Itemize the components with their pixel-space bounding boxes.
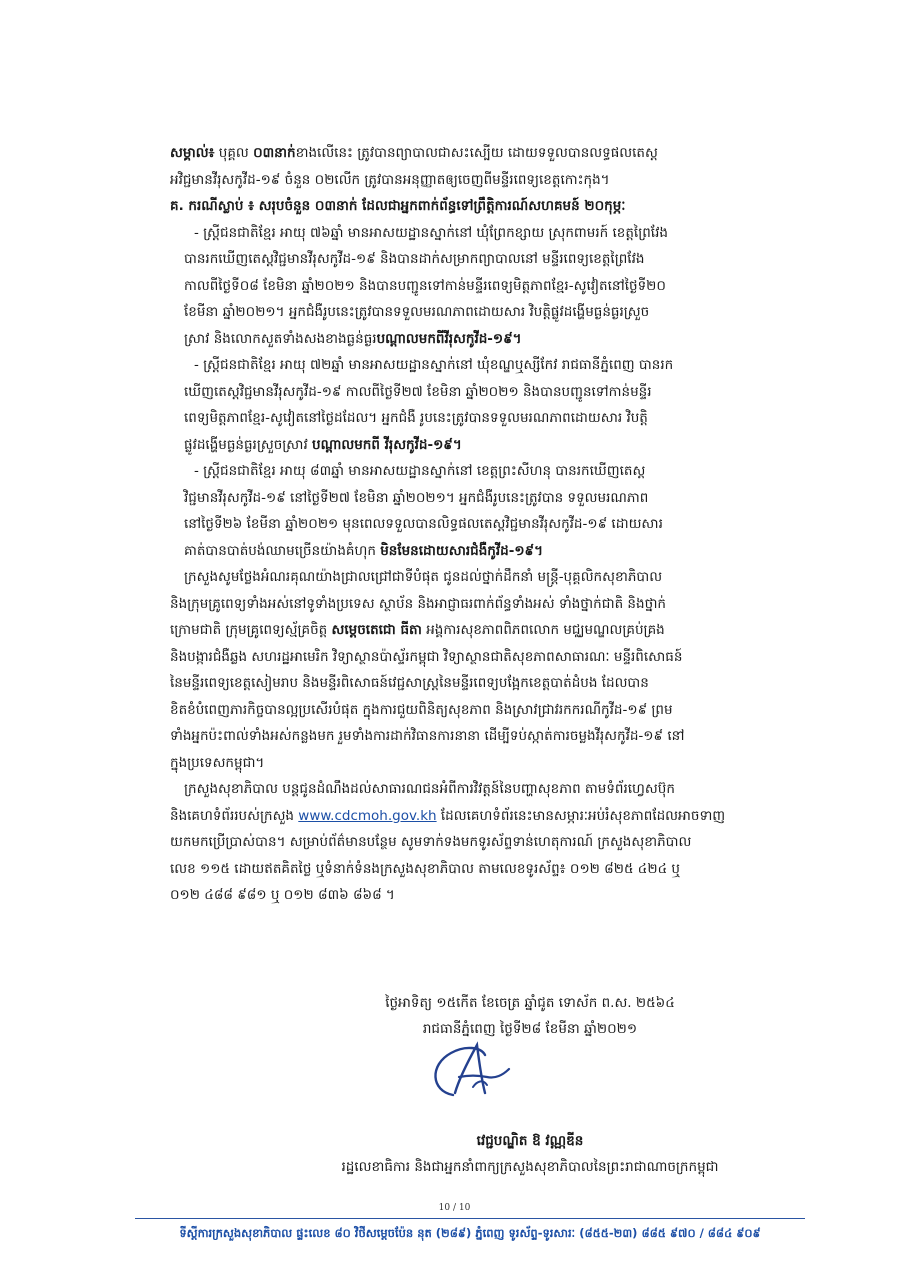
text-line — [170, 379, 802, 406]
text-run: ដែលគេហទំព័រនេះមានសម្ភារៈអប់រំសុខភាពដែលអាចទាញ — [436, 807, 726, 824]
text-run: នៃមន្ទីរពេទ្យខេត្តសៀមរាប និងមន្ទីរពិសោធន៍វេជ្ជសាស្ត្រនៃមន្ទីរពេទ្យបង្អែកខេត្តបាត់ដំបង ដែលបាន — [170, 675, 649, 691]
handwritten-signature — [425, 1035, 515, 1103]
text-line — [170, 299, 802, 326]
text-line — [170, 246, 802, 273]
text-run: ខិតខំបំពេញភារកិច្ចបានល្អប្រសើរបំផុត ក្នុងការជួយពិនិត្យសុខភាព និងស្រាវជ្រាវរកករណីកូវីដ-១៩ ព្រម — [170, 701, 673, 718]
text-line — [170, 750, 802, 777]
text-run: ផ្លូវដង្ហើមធ្ងន់ធ្ងរស្រួចស្រាវ — [184, 436, 313, 453]
text-line — [170, 591, 802, 618]
footer-divider — [135, 1218, 805, 1219]
text-run: ឃើញតេស្តវិជ្ជមានវីរុសកូវីដ-១៩ កាលពីថ្ងៃទី២៧ ខែមិនា ឆ្នាំ២០២១ និងបានបញ្ជូនទៅកាន់មន្ទីរ — [184, 383, 652, 400]
text-run: គាត់បានបាត់បង់ឈាមច្រើនយ៉ាងគំហុក — [184, 542, 381, 559]
page-number: 10 / 10 — [438, 1203, 471, 1213]
text-run: - ស្ត្រីជនជាតិខ្មែរ អាយុ ៧២ឆ្នាំ មានអាសយដ្ឋានស្នាក់នៅ ឃុំខណ្ឌឬស្សីកែវ រាជធានីភ្នំពេញ បានរក — [194, 357, 674, 373]
text-line — [170, 167, 802, 194]
text-run: ពេទ្យមិត្តភាពខ្មែរ-សូវៀតនៅថ្ងៃដដែល។ អ្នកជំងឺ រូបនេះត្រូវបានទទួលមរណភាពដោយសារ វិបត្តិ — [184, 410, 648, 426]
text-run: ០១២ ៤៨៨ ៩៨១ ឬ ០១២ ៨៣៦ ៨៦៨ ។ — [170, 887, 395, 903]
text-line — [170, 670, 802, 697]
text-run: ខែមីនា ឆ្នាំ២០២១។ អ្នកជំងឺរូបនេះត្រូវបានទទួលមរណភាពដោយសារ វិបត្តិផ្លូវដង្ហើមធ្ងន់ធ្ងរស្រួច — [184, 304, 650, 320]
text-run: ស្រាវ និងលោកសួតទាំងសងខាងធ្ងន់ធ្ងរ — [184, 330, 377, 347]
text-line — [170, 326, 802, 353]
text-run: ក្រោមជាតិ ក្រុមគ្រូពេទ្យស្ម័គ្រចិត្ត — [170, 622, 332, 638]
text-line — [170, 882, 802, 909]
text-run: បានរកឃើញតេស្តវិជ្ជមានវីរុសកូវីដ-១៩ និងបានដាក់សម្រាកព្យាបាលនៅ មន្ទីរពេទ្យខេត្តព្រៃវែង — [184, 251, 645, 267]
text-line — [170, 458, 802, 485]
text-line — [170, 803, 802, 830]
text-run: ទាំងអ្នកប៉ះពាល់ទាំងអស់កន្លងមក រួមទាំងការដាក់វិធានការនានា ដើម្បីទប់ស្កាត់ការចម្លងវីរុសកូវីដ-១៩ នៅ — [170, 728, 685, 744]
text-run: និងគេហទំព័ររបស់ក្រសួង — [170, 807, 299, 824]
text-run: អង្គការសុខភាពពិភពលោក មជ្ឈមណ្ឌលគ្រប់គ្រង — [421, 622, 665, 638]
text-run: ខាងលើនេះ ត្រូវបានព្យាបាលជាសះស្បើយ ដោយទទួលបានលទ្ធផលតេស្ត — [295, 145, 658, 161]
bold-text: បណ្តាលមកពី វីរុសកូវីដ-១៩។ — [312, 436, 462, 453]
text-line — [170, 697, 802, 724]
website-link[interactable]: www.cdcmoh.gov.kh — [298, 807, 437, 824]
text-line — [170, 432, 802, 459]
text-run: ក្រសួងសូមថ្លែងអំណរគុណយ៉ាងជ្រាលជ្រៅជាទីបំផុត ជូនដល់ថ្នាក់ដឹកនាំ មន្ត្រី-បុគ្គលិកសុខាភិបាល — [184, 569, 663, 585]
date-place: រាជធានីភ្នំពេញ ថ្ងៃទី២៨ ខែមីនា ឆ្នាំ២០២១ — [422, 1021, 638, 1037]
text-line — [170, 511, 802, 538]
text-line — [170, 538, 802, 565]
text-line — [170, 405, 802, 432]
body-text — [170, 140, 802, 909]
text-line — [170, 140, 802, 167]
text-line — [170, 617, 802, 644]
text-run: និងបង្ការជំងឺឆ្លង សហរដ្ឋអាមេរិក វិទ្យាស្ថានប៉ាស្ទ័រកម្ពុជា វិទ្យាស្ថានជាតិសុខភាពសាធារណៈ មន្ទីរពិសោធន៍ — [170, 648, 683, 665]
bold-text: សម្គាល់៖ — [170, 145, 215, 161]
text-line — [170, 723, 802, 750]
signer-title: រដ្ឋលេខាធិការ និងជាអ្នកនាំពាក្យក្រសួងសុខាភិបាលនៃព្រះរាជាណាចក្រកម្ពុជា — [341, 1159, 719, 1175]
date-lunar: ថ្ងៃអាទិត្យ ១៥កើត ខែចេត្រ ឆ្នាំជូត ទោស័ក ព.ស. ២៥៦៤ — [385, 995, 675, 1011]
text-line — [170, 856, 802, 883]
text-line — [170, 220, 802, 247]
text-run: និងក្រុមគ្រូពេទ្យទាំងអស់នៅទូទាំងប្រទេស ស្ថាប័ន និងអាជ្ញាធរពាក់ព័ន្ធទាំងអស់ ទាំងថ្នាក់ជាតិ និងថ្នាក់ — [170, 595, 666, 612]
text-run: វិជ្ជមានវីរុសកូវីដ-១៩ នៅថ្ងៃទី២៧ ខែមិនា ឆ្នាំ២០២១។ អ្នកជំងឺរូបនេះត្រូវបាន ទទួលមរណភាព — [184, 489, 649, 506]
text-line — [170, 193, 802, 220]
bold-text: ០៣នាក់ — [253, 145, 296, 161]
text-run: ក្រសួងសុខាភិបាល បន្តជូនដំណឹងដល់សាធារណជនអំពីការវិវត្តន៍នៃបញ្ហាសុខភាព តាមទំព័រហ្វេសប៊ុក — [184, 781, 675, 797]
bold-text: បណ្តាលមកពីវីរុសកូវីដ-១៩។ — [376, 330, 522, 347]
bold-text: សម្តេចតេជោ ធីតា — [331, 622, 422, 638]
text-run: កាលពីថ្ងៃទី០៨ ខែមិនា ឆ្នាំ២០២១ និងបានបញ្ជូនទៅកាន់មន្ទីរពេទ្យមិត្តភាពខ្មែរ-សូវៀតនៅថ្ងៃទី២០ — [184, 277, 666, 294]
text-line — [170, 776, 802, 803]
text-run: អវិជ្ជមានវីរុសកូវីដ-១៩ ចំនួន ០២លើក ត្រូវបានអនុញ្ញាតឲ្យចេញពីមន្ទីរពេទ្យខេត្តកោះកុង។ — [170, 171, 610, 188]
text-line — [170, 352, 802, 379]
text-run: - ស្ត្រីជនជាតិខ្មែរ អាយុ ៨៣ឆ្នាំ មានអាសយដ្ឋានស្នាក់នៅ ខេត្តព្រះសីហនុ បានរកឃើញតេស្ត — [194, 463, 646, 479]
footer-address: ទីស្តីការក្រសួងសុខាភិបាល ផ្ទះលេខ ៨០ វិថីសម្តេចប៉ែន នុត (២៨៩) ភ្នំពេញ ទូរស័ព្ទ-ទូរសារៈ (៨៥៥-២៣) ៨៨៥ ៩៧០ / ៨៨៤ ៩០៩ — [179, 1226, 761, 1240]
text-run: - ស្ត្រីជនជាតិខ្មែរ អាយុ ៧៦ឆ្នាំ មានអាសយដ្ឋានស្នាក់នៅ ឃុំព្រែកខ្សាយ ស្រុកពាមរក៍ ខេត្តព្រៃវែង — [194, 224, 668, 241]
signer-block — [330, 1128, 730, 1180]
bold-text: គ. ករណីស្លាប់ ៖ សរុបចំនួន ០៣នាក់ ដែលជាអ្នកពាក់ព័ន្ធទៅព្រឹត្តិការណ៍សហគមន៍ ២០កុម្ភៈ — [170, 198, 626, 214]
text-line — [170, 564, 802, 591]
text-line — [170, 485, 802, 512]
text-line — [170, 273, 802, 300]
text-run: យកមកប្រើប្រាស់បាន។ សម្រាប់ព័ត៌មានបន្ថែម សូមទាក់ទងមកទូរស័ព្ទទាន់ហេតុការណ៍ ក្រសួងសុខាភិបាល — [170, 834, 692, 850]
bold-text: មិនមែនដោយសារជំងឺកូវីដ-១៩។ — [380, 542, 544, 559]
text-line — [170, 829, 802, 856]
signer-name: វេជ្ជបណ្ឌិត ឱ វណ្ណឌីន — [476, 1133, 584, 1149]
text-run: នៅថ្ងៃទី២៦ ខែមីនា ឆ្នាំ២០២១ មុនពេលទទួលបានលិទ្ធផលតេស្តវិជ្ជមានវីរុសកូវីដ-១៩ ដោយសារ — [184, 516, 663, 532]
text-line — [170, 644, 802, 671]
text-run: បុគ្គល — [214, 145, 254, 161]
text-run: លេខ ១១៥ ដោយឥតគិតថ្លៃ ឬទំនាក់ទំនងក្រសួងសុខាភិបាល តាមលេខទូរស័ព្ទ៖ ០១២ ៨២៥ ៤២៤ ឬ — [170, 860, 680, 877]
signature-block — [330, 990, 730, 1042]
text-run: ក្នុងប្រទេសកម្ពុជា។ — [170, 754, 265, 771]
